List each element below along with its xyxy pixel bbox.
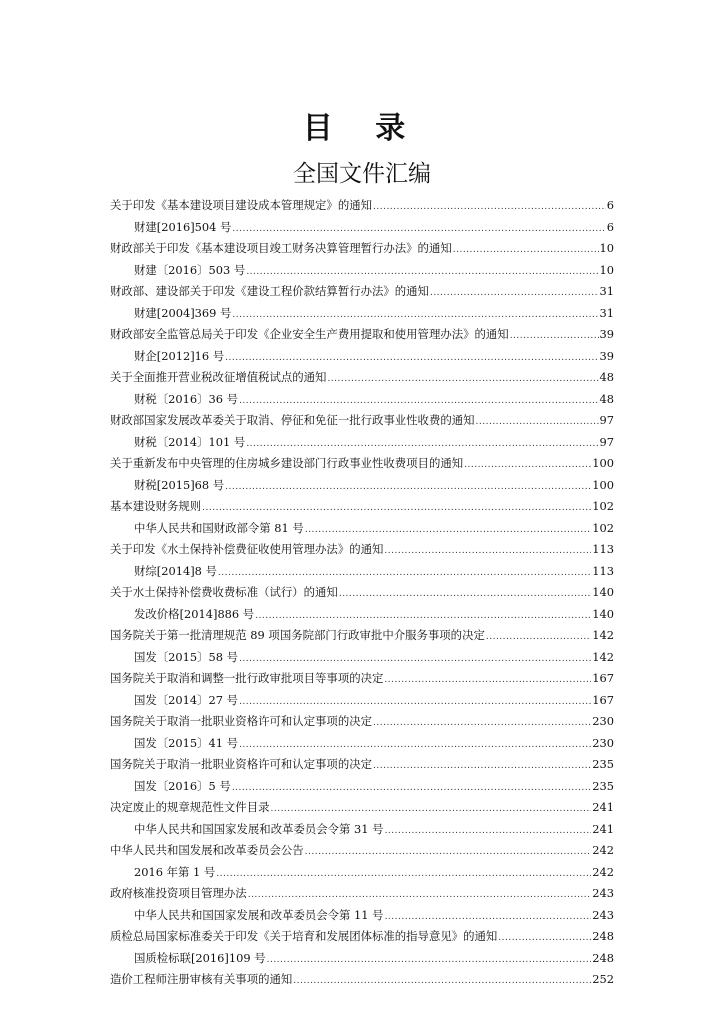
toc-leader-dots (239, 391, 598, 413)
toc-entry-title: 财政部国家发展改革委关于取消、停征和免征一批行政事业性收费的通知 (110, 413, 475, 427)
toc-leader-dots (373, 197, 606, 219)
toc-entry-title: 财税〔2014〕101 号 (134, 434, 246, 449)
toc-entry-page: 6 (606, 219, 614, 234)
toc-entry-page: 97 (599, 434, 614, 449)
toc-entry-title: 基本建设财务规则 (110, 499, 202, 513)
toc-leader-dots (239, 692, 591, 714)
toc-entry[interactable] (110, 260, 614, 282)
toc-entry[interactable] (110, 281, 614, 303)
toc-leader-dots (385, 907, 592, 929)
toc-leader-dots (232, 778, 591, 800)
toc-leader-dots (293, 971, 591, 993)
toc-entry-title: 财税〔2016〕36 号 (134, 391, 239, 406)
toc-entry-page: 142 (592, 628, 614, 642)
toc-entry-page: 97 (599, 413, 614, 427)
toc-entry-page: 10 (599, 241, 614, 255)
toc-entry[interactable] (110, 346, 614, 368)
toc-leader-dots (225, 477, 591, 499)
toc-entry-title: 关于水土保持补偿费收费标准（试行）的通知 (110, 585, 338, 599)
toc-entry-page: 48 (599, 370, 614, 384)
toc-entry-title: 国发〔2015〕41 号 (134, 735, 239, 750)
toc-entry-title: 财建〔2016〕503 号 (134, 262, 246, 277)
toc-entry-title: 财政部安全监管总局关于印发《企业安全生产费用提取和使用管理办法》的通知 (110, 327, 509, 341)
toc-entry[interactable] (110, 969, 614, 991)
toc-entry[interactable] (110, 862, 614, 884)
toc-leader-dots (232, 305, 598, 327)
toc-leader-dots (248, 885, 592, 907)
toc-entry[interactable] (110, 324, 614, 346)
toc-entry-page: 243 (592, 886, 614, 900)
toc-entry-page: 102 (592, 499, 614, 513)
toc-entry-page: 167 (592, 671, 614, 685)
toc-entry[interactable] (110, 238, 614, 260)
toc-entry-title: 决定废止的规章规范性文件目录 (110, 800, 270, 814)
toc-entry-page: 142 (592, 649, 614, 664)
toc-entry[interactable] (110, 367, 614, 389)
toc-entry[interactable] (110, 604, 614, 626)
toc-entry-page: 252 (592, 972, 614, 986)
toc-entry-title: 国发〔2015〕58 号 (134, 649, 239, 664)
toc-leader-dots (373, 756, 591, 778)
toc-leader-dots (270, 799, 591, 821)
toc-entry-page: 230 (592, 714, 614, 728)
toc-entry[interactable] (110, 926, 614, 948)
toc-entry[interactable] (110, 754, 614, 776)
toc-entry-page: 140 (592, 585, 614, 599)
toc-entry[interactable] (110, 475, 614, 497)
toc-entry-title: 财建[2004]369 号 (134, 305, 232, 320)
toc-leader-dots (384, 670, 591, 692)
toc-leader-dots (305, 520, 591, 542)
toc-entry[interactable] (110, 711, 614, 733)
toc-entry-page: 100 (592, 477, 614, 492)
toc-entry-title: 关于全面推开营业税改征增值税试点的通知 (110, 370, 327, 384)
toc-leader-dots (267, 950, 592, 972)
toc-leader-dots (430, 283, 599, 305)
toc-entry-page: 167 (592, 692, 614, 707)
toc-entry-title: 国质检标联[2016]109 号 (134, 950, 266, 965)
toc-entry[interactable] (110, 410, 614, 432)
toc-entry-page: 39 (599, 348, 614, 363)
toc-entry-title: 2016 年第 1 号 (134, 864, 216, 879)
toc-entry-page: 6 (606, 198, 614, 212)
toc-entry[interactable] (110, 217, 614, 239)
toc-entry-title: 国务院关于取消一批职业资格许可和认定事项的决定 (110, 714, 372, 728)
toc-leader-dots (339, 584, 591, 606)
toc-entry-title: 财综[2014]8 号 (134, 563, 217, 578)
toc-entry[interactable] (110, 389, 614, 411)
toc-entry[interactable] (110, 733, 614, 755)
toc-leader-dots (216, 864, 591, 886)
toc-entry-title: 关于印发《水土保持补偿费征收使用管理办法》的通知 (110, 542, 384, 556)
toc-entry[interactable] (110, 453, 614, 475)
toc-entry[interactable] (110, 819, 614, 841)
toc-entry[interactable] (110, 840, 614, 862)
toc-entry-page: 243 (592, 907, 614, 922)
toc-leader-dots (202, 498, 591, 520)
toc-leader-dots (327, 369, 598, 391)
toc-entry[interactable] (110, 539, 614, 561)
toc-entry-page: 140 (592, 606, 614, 621)
toc-entry[interactable] (110, 303, 614, 325)
toc-entry-page: 39 (599, 327, 614, 341)
toc-entry-title: 造价工程师注册审核有关事项的通知 (110, 972, 293, 986)
toc-leader-dots (239, 649, 591, 671)
toc-entry-title: 关于重新发布中央管理的住房城乡建设部门行政事业性收费项目的通知 (110, 456, 464, 470)
toc-entry-title: 中华人民共和国发展和改革委员会公告 (110, 843, 304, 857)
toc-entry[interactable] (110, 797, 614, 819)
toc-entry-page: 235 (592, 778, 614, 793)
toc-entry-title: 质检总局国家标准委关于印发《关于培育和发展团体标准的指导意见》的通知 (110, 929, 498, 943)
toc-entry-page: 113 (592, 563, 614, 578)
toc-leader-dots (225, 348, 598, 370)
toc-entry-page: 113 (592, 542, 614, 556)
toc-entry[interactable] (110, 518, 614, 540)
toc-entry[interactable] (110, 647, 614, 669)
toc-leader-dots (384, 541, 591, 563)
toc-entry-title: 国务院关于取消一批职业资格许可和认定事项的决定 (110, 757, 372, 771)
toc-entry-page: 248 (592, 950, 614, 965)
toc-entry-page: 248 (592, 929, 614, 943)
toc-entry-title: 国发〔2016〕5 号 (134, 778, 231, 793)
toc-entry[interactable] (110, 776, 614, 798)
toc-entry-title: 中华人民共和国国家发展和改革委员会令第 31 号 (134, 821, 384, 836)
toc-leader-dots (476, 412, 599, 434)
toc-leader-dots (385, 821, 592, 843)
toc-entry[interactable] (110, 690, 614, 712)
toc-entry-title: 财政部关于印发《基本建设项目竣工财务决算管理暂行办法》的通知 (110, 241, 452, 255)
toc-entry-page: 48 (599, 391, 614, 406)
toc-entry-page: 31 (599, 284, 614, 298)
toc-entry-page: 230 (592, 735, 614, 750)
toc-leader-dots (510, 326, 599, 348)
toc-entry-title: 财税[2015]68 号 (134, 477, 225, 492)
toc-leader-dots (464, 455, 591, 477)
toc-entry[interactable] (110, 948, 614, 970)
toc-leader-dots (246, 262, 598, 284)
toc-entry[interactable] (110, 195, 614, 217)
toc-entry[interactable] (110, 668, 614, 690)
toc-entry-title: 财政部、建设部关于印发《建设工程价款结算暂行办法》的通知 (110, 284, 429, 298)
toc-entry-title: 中华人民共和国国家发展和改革委员会令第 11 号 (134, 907, 384, 922)
toc-entry-page: 242 (592, 864, 614, 879)
toc-leader-dots (255, 606, 591, 628)
toc-entry-title: 财企[2012]16 号 (134, 348, 225, 363)
toc-leader-dots (239, 735, 591, 757)
toc-leader-dots (373, 713, 591, 735)
toc-leader-dots (453, 240, 599, 262)
toc-entry-page: 31 (599, 305, 614, 320)
toc-leader-dots (218, 563, 591, 585)
toc-entry-title: 关于印发《基本建设项目建设成本管理规定》的通知 (110, 198, 372, 212)
toc-entry-title: 政府核准投资项目管理办法 (110, 886, 247, 900)
toc-entry-page: 241 (592, 821, 614, 836)
toc-entry[interactable] (110, 905, 614, 927)
page-subtitle: 全国文件汇编 (293, 161, 431, 187)
toc-entry[interactable] (110, 432, 614, 454)
toc-entry-title: 国务院关于第一批清理规范 89 项国务院部门行政审批中介服务事项的决定 (110, 628, 485, 642)
toc-entry[interactable] (110, 582, 614, 604)
toc-leader-dots (246, 434, 598, 456)
toc-leader-dots (486, 627, 591, 649)
toc-entry-page: 100 (592, 456, 614, 470)
toc-entry-title: 国发〔2014〕27 号 (134, 692, 239, 707)
toc-entry-page: 10 (599, 262, 614, 277)
toc-entry-title: 发改价格[2014]886 号 (134, 606, 255, 621)
toc-leader-dots (498, 928, 591, 950)
toc-entry-page: 102 (592, 520, 614, 535)
toc-entry[interactable] (110, 625, 614, 647)
page-title: 目 录 (302, 111, 422, 146)
toc-leader-dots (232, 219, 605, 241)
toc-entry-title: 中华人民共和国财政部令第 81 号 (134, 520, 304, 535)
toc-entry[interactable] (110, 561, 614, 583)
toc-entry-title: 财建[2016]504 号 (134, 219, 232, 234)
toc-entry[interactable] (110, 883, 614, 905)
toc-entry[interactable] (110, 496, 614, 518)
toc-entry-page: 242 (592, 843, 614, 857)
toc-entry-page: 235 (592, 757, 614, 771)
toc-leader-dots (305, 842, 592, 864)
toc-entry-title: 国务院关于取消和调整一批行政审批项目等事项的决定 (110, 671, 384, 685)
table-of-contents (110, 195, 614, 991)
toc-entry-page: 241 (592, 800, 614, 814)
